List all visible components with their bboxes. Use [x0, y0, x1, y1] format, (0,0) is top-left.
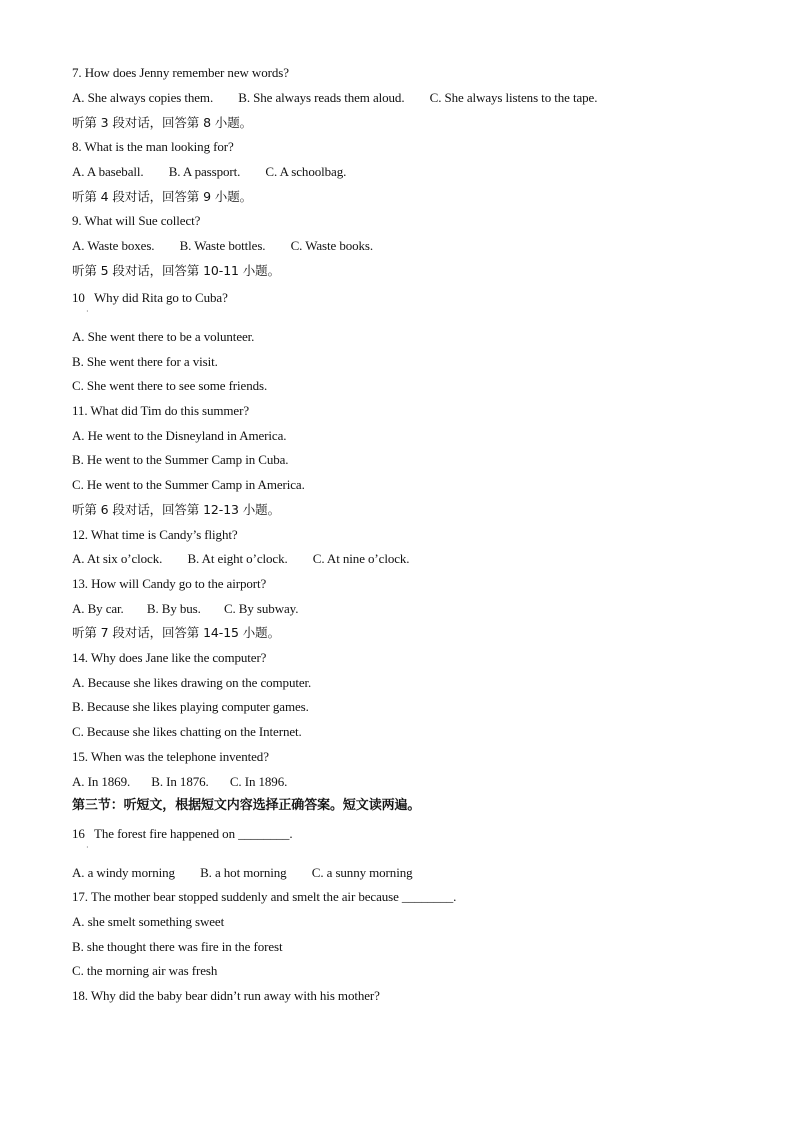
- option-c: C. a sunny morning: [311, 865, 413, 880]
- question-8-options: [72, 164, 346, 180]
- question-12: 12. What time is Candy’s flight?: [72, 527, 238, 542]
- option-a: A. In 1869.: [72, 774, 131, 789]
- question-10-option-c: C. She went there to see some friends.: [72, 378, 268, 393]
- question-16-options: [72, 865, 413, 881]
- section-instruction: 听第 3 段对话，回答第 8 小题。: [72, 115, 253, 130]
- question-14: 14. Why does Jane like the computer?: [72, 650, 267, 665]
- question-9-options: [72, 238, 373, 254]
- question-11-option-c: C. He went to the Summer Camp in America.: [72, 477, 305, 492]
- option-a: A. At six o’clock.: [72, 551, 163, 566]
- question-17-option-c: C. the morning air was fresh: [72, 963, 218, 978]
- section-instruction: 听第 6 段对话，回答第 12-13 小题。: [72, 502, 280, 517]
- option-c: C. In 1896.: [229, 774, 288, 789]
- option-a: A. She always copies them.: [72, 90, 214, 105]
- question-14-option-b: B. Because she likes playing computer games.: [72, 699, 309, 714]
- section-3-heading: 第三节：听短文，根据短文内容选择正确答案。短文读两遍。: [72, 798, 421, 813]
- section-instruction: 听第 5 段对话，回答第 10-11 小题。: [72, 263, 280, 278]
- option-c: C. At nine o’clock.: [312, 551, 410, 566]
- question-16: 16 The forest fire happened on ________.: [72, 826, 293, 841]
- option-b: B. By bus.: [146, 601, 201, 616]
- question-12-options: [72, 551, 409, 567]
- question-17-option-a: A. she smelt something sweet: [72, 914, 225, 929]
- question-7-options: [72, 90, 597, 106]
- question-10: 10 Why did Rita go to Cuba?: [72, 290, 228, 305]
- option-b: B. a hot morning: [200, 865, 287, 880]
- option-a: A. By car.: [72, 601, 124, 616]
- option-b: B. A passport.: [168, 164, 241, 179]
- question-15-options: [72, 774, 287, 790]
- option-c: C. By subway.: [223, 601, 299, 616]
- option-c: C. She always listens to the tape.: [429, 90, 598, 105]
- option-a: A. A baseball.: [72, 164, 144, 179]
- option-a: A. a windy morning: [72, 865, 175, 880]
- question-14-option-c: C. Because she likes chatting on the Internet.: [72, 724, 302, 739]
- option-b: B. At eight o’clock.: [187, 551, 288, 566]
- question-11: 11. What did Tim do this summer?: [72, 403, 250, 418]
- section-instruction: 听第 7 段对话，回答第 14-15 小题。: [72, 625, 280, 640]
- question-17: 17. The mother bear stopped suddenly and smelt the air because ________.: [72, 889, 457, 904]
- option-c: C. Waste books.: [290, 238, 374, 253]
- question-10-option-a: A. She went there to be a volunteer.: [72, 329, 255, 344]
- section-instruction: 听第 4 段对话，回答第 9 小题。: [72, 189, 253, 204]
- question-10-option-b: B. She went there for a visit.: [72, 354, 218, 369]
- question-15: 15. When was the telephone invented?: [72, 749, 269, 764]
- option-a: A. Waste boxes.: [72, 238, 155, 253]
- mark-dot: ·: [86, 307, 89, 316]
- mark-dot: ·: [86, 843, 89, 852]
- question-8: 8. What is the man looking for?: [72, 139, 234, 154]
- option-b: B. She always reads them aloud.: [238, 90, 405, 105]
- question-18: 18. Why did the baby bear didn’t run away with his mother?: [72, 988, 380, 1003]
- question-13: 13. How will Candy go to the airport?: [72, 576, 267, 591]
- question-14-option-a: A. Because she likes drawing on the computer.: [72, 675, 312, 690]
- question-13-options: [72, 601, 298, 617]
- question-17-option-b: B. she thought there was fire in the forest: [72, 939, 283, 954]
- question-9: 9. What will Sue collect?: [72, 213, 201, 228]
- question-11-option-a: A. He went to the Disneyland in America.: [72, 428, 287, 443]
- option-b: B. In 1876.: [151, 774, 209, 789]
- option-b: B. Waste bottles.: [179, 238, 266, 253]
- question-7: 7. How does Jenny remember new words?: [72, 65, 289, 80]
- question-11-option-b: B. He went to the Summer Camp in Cuba.: [72, 452, 289, 467]
- option-c: C. A schoolbag.: [265, 164, 347, 179]
